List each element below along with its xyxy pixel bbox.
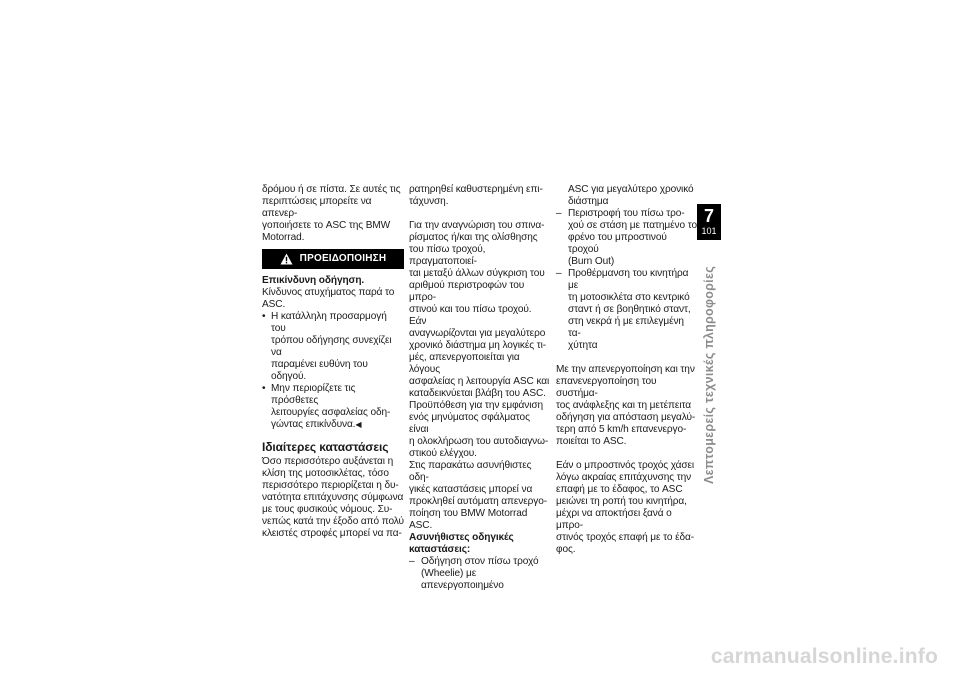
chapter-number: 7 bbox=[703, 206, 714, 226]
para-line: ασφαλείας η λειτουργία ASC και bbox=[409, 376, 550, 387]
para-line: οδήγηση για απόσταση μεγαλύ- bbox=[556, 412, 696, 423]
para-line: Στις παρακάτω ασυνήθιστες οδη- bbox=[409, 460, 532, 483]
para-line: ρατηρηθεί καθυστερημένη επι- bbox=[409, 184, 543, 195]
intro-line: Motorrad. bbox=[262, 232, 305, 243]
bullet-line: Μην περιορίζετε τις πρόσθετες bbox=[271, 383, 356, 406]
dash-line: στη νεκρά ή με επιλεγμένη τα- bbox=[568, 316, 684, 339]
para-line: ται μεταξύ άλλων σύγκριση του bbox=[409, 268, 545, 279]
para-line: τος ανάφλεξης και τη μετέπειτα bbox=[556, 400, 691, 411]
para-line: Με την απενεργοποίηση και την bbox=[556, 364, 695, 375]
para-line: ποίηση του BMW Motorrad ASC. bbox=[409, 508, 528, 531]
dash-line: Οδήγηση στον πίσω τροχό bbox=[421, 556, 539, 567]
bullet-line-text: γώντας επικίνδυνα. bbox=[271, 419, 356, 430]
dash-item bbox=[556, 208, 698, 268]
dash-item bbox=[556, 268, 698, 352]
para-line: νατότητα επιτάχυνσης σύμφωνα bbox=[262, 492, 404, 503]
bullet-item bbox=[262, 311, 404, 383]
bullet-line bbox=[271, 419, 404, 431]
para-line: στινός τροχός επαφή με το έδα- bbox=[556, 532, 694, 543]
para-line: χρονικό διάστημα μη λογικές τι- bbox=[409, 340, 547, 351]
para-line: ενός μηνύματος σφάλματος είναι bbox=[409, 412, 530, 435]
para-line: αναγνωρίζονται για μεγαλύτερο bbox=[409, 328, 546, 339]
para-line: τερη από 5 km/h επανενεργο- bbox=[556, 424, 687, 435]
para-line: μές, απενεργοποιείται για λόγους bbox=[409, 352, 520, 375]
para-line: αριθμού περιστροφών του μπρο- bbox=[409, 280, 525, 303]
para-line: η ολοκλήρωση του αυτοδιαγνω- bbox=[409, 436, 549, 447]
watermark: carmanualsonline.info bbox=[710, 645, 938, 668]
para-line: τάχυνση. bbox=[409, 196, 449, 207]
dash-marker: – bbox=[556, 268, 562, 279]
para-line: γικές καταστάσεις μπορεί να bbox=[409, 484, 533, 495]
para-line: στικού ελέγχου. bbox=[409, 448, 477, 459]
dash-line: τη μοτοσικλέτα στο κεντρικό bbox=[568, 292, 690, 303]
chapter-side-title: Λεπτομερείς τεχνικές πληροφορίες bbox=[702, 266, 716, 484]
page-number: 101 bbox=[701, 226, 717, 236]
warning-banner bbox=[262, 249, 404, 269]
dash-line: διάστημα bbox=[568, 196, 609, 207]
dash-marker: – bbox=[556, 208, 562, 219]
dash-line: χύτητα bbox=[568, 340, 598, 351]
bold-subheading: Ασυνήθιστες οδηγικές bbox=[409, 532, 514, 543]
intro-line: περιπτώσεις μπορείτε να απενερ- bbox=[262, 196, 372, 219]
warning-text-line: Κίνδυνος ατυχήματος παρά το bbox=[262, 287, 395, 298]
para-line: νεπώς κατά την έξοδο από πολύ bbox=[262, 516, 404, 527]
warning-title: Επικίνδυνη οδήγηση. bbox=[262, 275, 365, 286]
para-line: περισσότερο περιορίζεται η δυ- bbox=[262, 480, 399, 491]
dash-line: Προθέρμανση του κινητήρα με bbox=[568, 268, 689, 291]
chapter-tab bbox=[697, 204, 721, 240]
para-line: καταδεικνύεται βλάβη του ASC. bbox=[409, 388, 546, 399]
intro-line: γοποιήσετε το ASC της BMW bbox=[262, 220, 391, 231]
para-line: επαφή με το έδαφος, το ASC bbox=[556, 484, 683, 495]
section-heading: Ιδιαίτερες καταστάσεις bbox=[262, 440, 389, 454]
warning-text-line: ASC. bbox=[262, 299, 286, 310]
bullet-line: τρόπου οδήγησης συνεχίζει να bbox=[271, 335, 392, 358]
dash-marker: – bbox=[409, 556, 415, 567]
dash-item bbox=[409, 556, 551, 592]
para-line: Προϋπόθεση για την εμφάνιση bbox=[409, 400, 544, 411]
bullet-line: Η κατάλληλη προσαρμογή του bbox=[271, 311, 387, 334]
para-line: κλίση της μοτοσικλέτας, τόσο bbox=[262, 468, 389, 479]
bullet-line: παραμένει ευθύνη του οδηγού. bbox=[271, 359, 368, 382]
para-line: με τους φυσικούς νόμους. Συ- bbox=[262, 504, 393, 515]
warning-triangle-icon bbox=[280, 253, 293, 265]
para-line: Για την αναγνώριση του σπινα- bbox=[409, 220, 545, 231]
bullet-line: λειτουργίες ασφαλείας οδη- bbox=[271, 407, 391, 418]
para-line: φος. bbox=[556, 544, 576, 555]
para-line: ποιείται το ASC. bbox=[556, 436, 627, 447]
dash-line: σταντ ή σε βοηθητικό σταντ, bbox=[568, 304, 691, 315]
para-line: μειώνει τη ροπή του κινητήρα, bbox=[556, 496, 687, 507]
para-line: λόγω ακραίας επιτάχυνσης την bbox=[556, 472, 692, 483]
intro-line: δρόμου ή σε πίστα. Σε αυτές τις bbox=[262, 184, 401, 195]
dash-line: χού σε στάση με πατημένο το bbox=[568, 220, 697, 231]
dash-line: φρένο του μπροστινού τροχού bbox=[568, 232, 667, 255]
dash-line: (Burn Out) bbox=[568, 256, 615, 267]
bullet-marker: • bbox=[262, 311, 266, 322]
para-line: του πίσω τροχού, πραγματοποιεί- bbox=[409, 244, 486, 267]
para-line: Όσο περισσότερο αυξάνεται η bbox=[262, 456, 394, 467]
bold-subheading: καταστάσεις: bbox=[409, 544, 471, 555]
dash-line: ASC για μεγαλύτερο χρονικό bbox=[568, 184, 694, 195]
para-line: επανενεργοποίηση του συστήμα- bbox=[556, 376, 657, 399]
dash-line: (Wheelie) με απενεργοποιημένο bbox=[421, 568, 504, 591]
para-line: Εάν ο μπροστινός τροχός χάσει bbox=[556, 460, 695, 471]
bullet-item bbox=[262, 383, 404, 431]
bullet-marker: • bbox=[262, 383, 266, 394]
text-column-1 bbox=[262, 184, 404, 540]
dash-item-continued bbox=[556, 184, 698, 208]
end-of-section-icon: ◀ bbox=[355, 420, 362, 429]
text-column-2 bbox=[409, 184, 551, 592]
dash-line: Περιστροφή του πίσω τρο- bbox=[568, 208, 685, 219]
text-column-3 bbox=[556, 184, 698, 556]
para-line: προκληθεί αυτόματη απενεργο- bbox=[409, 496, 548, 507]
para-line: στινού και του πίσω τροχού. Εάν bbox=[409, 304, 532, 327]
warning-label: ΠΡΟΕΙΔΟΠΟΙΗΣΗ bbox=[299, 253, 387, 264]
para-line: κλειστές στροφές μπορεί να πα- bbox=[262, 528, 402, 539]
para-line: μέχρι να αποκτήσει ξανά ο μπρο- bbox=[556, 508, 672, 531]
para-line: ρίσματος ή/και της ολίσθησης bbox=[409, 232, 538, 243]
